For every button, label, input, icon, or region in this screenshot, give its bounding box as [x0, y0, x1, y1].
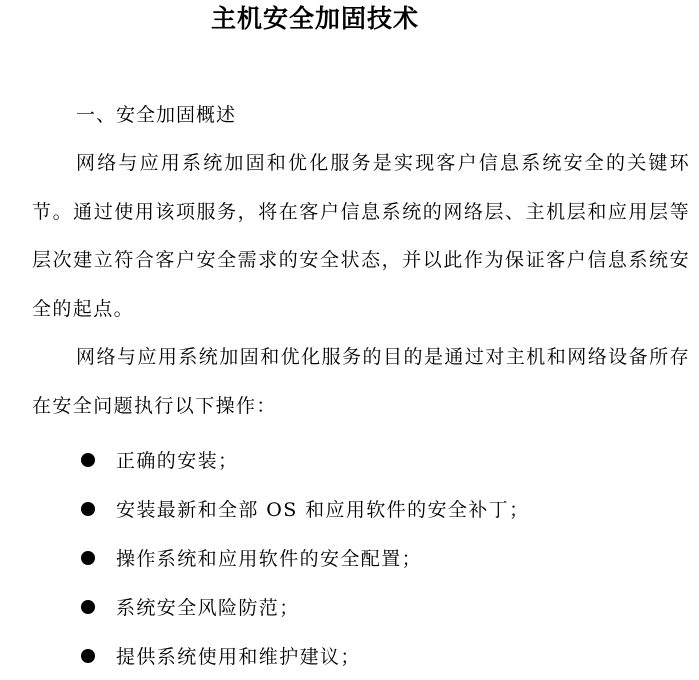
bullet-icon: [81, 502, 95, 516]
list-item-text: 安装最新和全部 OS 和应用软件的安全补丁；: [116, 499, 530, 521]
bullet-icon: [81, 600, 95, 614]
bullet-icon: [81, 453, 95, 467]
list-item: [76, 435, 529, 484]
operations-list: [76, 435, 529, 680]
list-item: [76, 484, 529, 533]
bullet-icon: [81, 551, 95, 565]
list-item-text: 提供系统使用和维护建议；: [116, 646, 361, 668]
list-item: [76, 631, 529, 680]
paragraph-purpose: 网络与应用系统加固和优化服务的目的是通过对主机和网络设备所存在安全问题执行以下操作：: [32, 346, 690, 417]
list-item: [76, 582, 529, 631]
list-item-text: 系统安全风险防范；: [116, 597, 300, 619]
list-item: [76, 533, 529, 582]
section-heading: 一、安全加固概述: [76, 104, 237, 126]
list-item-text: 正确的安装；: [116, 450, 239, 472]
bullet-icon: [81, 649, 95, 663]
paragraph-overview: 网络与应用系统加固和优化服务是实现客户信息系统安全的关键环节。通过使用该项服务，将在客户信息系统的网络层、主机层和应用层等层次建立符合客户安全需求的安全状态，并以此作为保证客户信息系统安全的起点。: [32, 152, 690, 320]
list-item-text: 操作系统和应用软件的安全配置；: [116, 548, 423, 570]
document-title: 主机安全加固技术: [210, 4, 419, 33]
